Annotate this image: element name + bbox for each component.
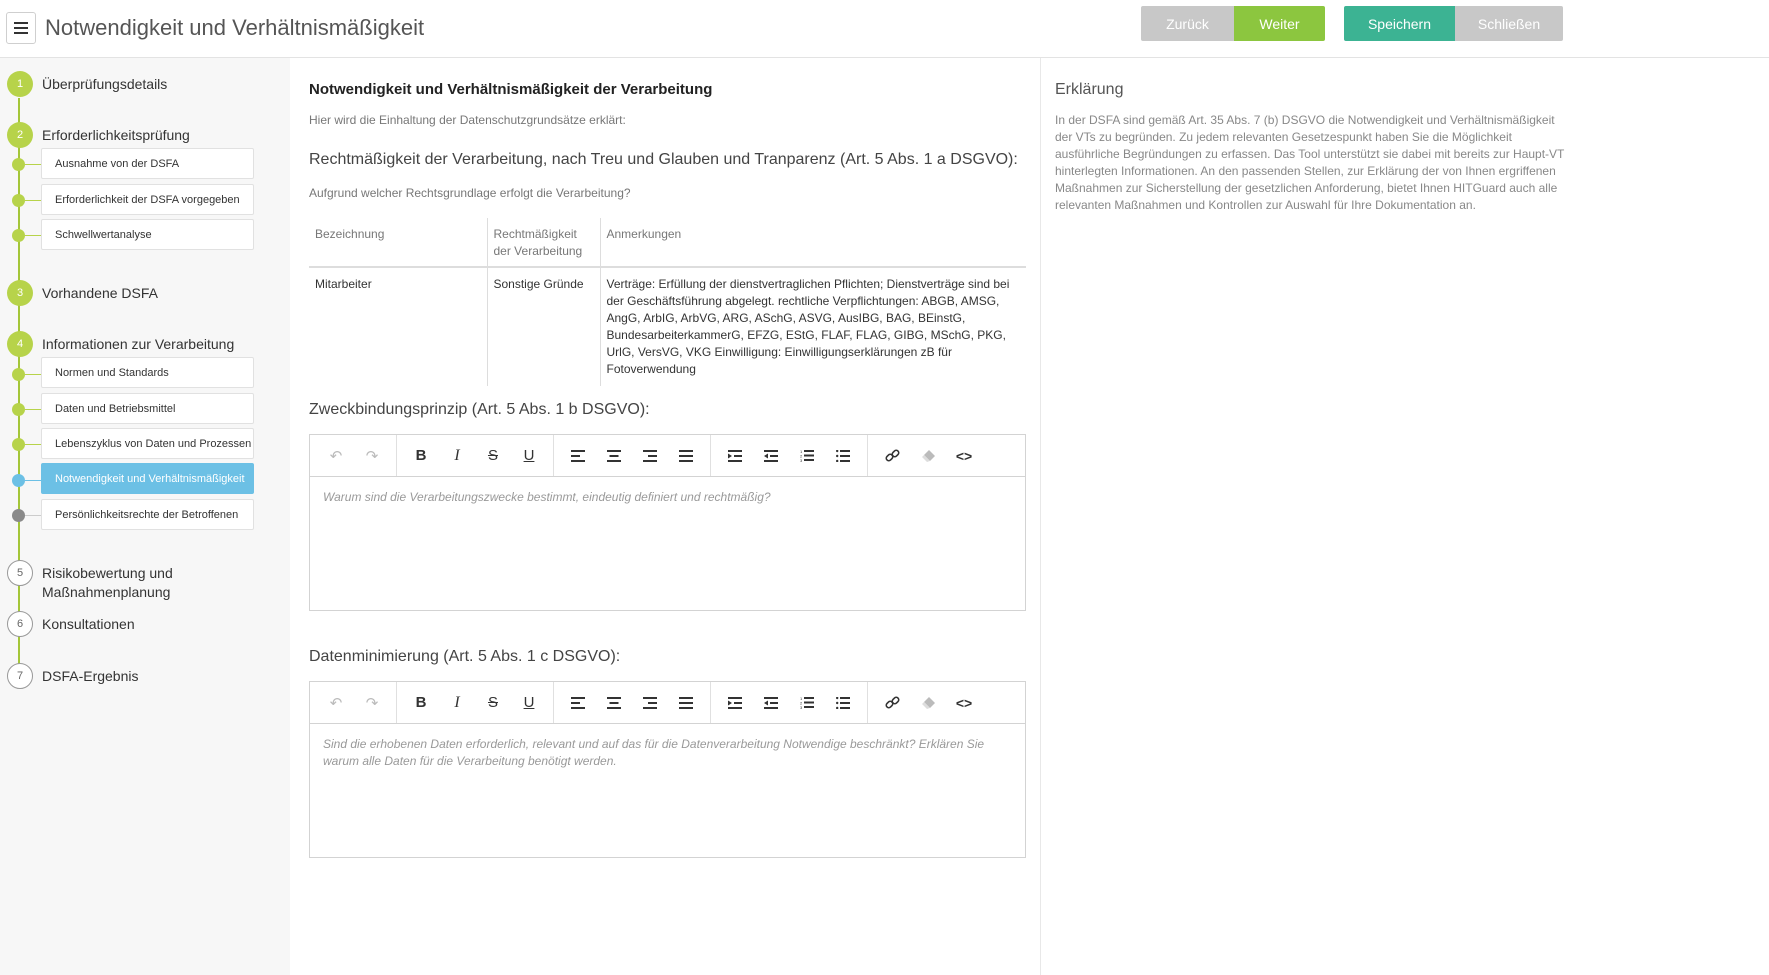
align-right-icon[interactable] <box>632 689 668 717</box>
substep-erforderlichkeit[interactable]: Erforderlichkeit der DSFA vorgegeben <box>41 184 254 215</box>
justify-icon[interactable] <box>668 689 704 717</box>
ordered-list-icon[interactable] <box>789 442 825 470</box>
step-sidebar <box>0 58 290 975</box>
link-icon[interactable] <box>874 442 910 470</box>
step-5-label[interactable]: Risikobewertung und Maßnahmenplanung <box>42 565 173 600</box>
cell-rechtmaessigkeit: Sonstige Gründe <box>487 267 600 386</box>
substep-schwellwertanalyse[interactable]: Schwellwertanalyse <box>41 219 254 250</box>
svg-text:2: 2 <box>800 453 803 459</box>
step-4-circle[interactable]: 4 <box>7 331 33 357</box>
align-center-icon[interactable] <box>596 442 632 470</box>
substep-dot-active <box>12 474 25 487</box>
step-1-circle[interactable]: 1 <box>7 71 33 97</box>
eraser-icon[interactable] <box>910 689 946 717</box>
explanation-text: In der DSFA sind gemäß Art. 35 Abs. 7 (b) DSGVO die Notwendigkeit und Verhältnismäßigkeit der VTs zu begründen. Zu jedem relevanten Gesetzespunkt haben Sie die Möglichkeit ausführliche Begründungen zu erfassen. Das Tool unterstützt sie dabei mit bereits zur Haupt-VT hinterlegten Informationen. An den passenden Stellen, zur Erklärung der von Ihnen ergriffenen Maßnahmen zur Sicherstellung der gesetzlichen Anforderung, bietet Ihnen HITGuard auch alle relevanten Maßnahmen und Kontrollen zur Auswahl für Ihre Dokumentation an. <box>1055 113 1565 212</box>
step-6-circle[interactable]: 6 <box>7 611 33 637</box>
svg-text:2: 2 <box>800 700 803 706</box>
substep-connector <box>25 444 41 445</box>
datenminimierung-textarea[interactable]: Sind die erhobenen Daten erforderlich, relevant und auf das für die Datenverarbeitung Notwendige beschränkt? Erklären Sie warum alle Daten für die Verarbeitung benötigt werden. <box>323 737 985 768</box>
substep-persoenlichkeitsrechte[interactable]: Persönlichkeitsrechte der Betroffenen <box>41 499 254 530</box>
section2-heading: Zweckbindungsprinzip (Art. 5 Abs. 1 b DSGVO): <box>309 401 650 418</box>
italic-button[interactable]: I <box>454 446 460 464</box>
substep-connector <box>25 409 41 410</box>
justify-icon[interactable] <box>668 442 704 470</box>
substep-notwendigkeit[interactable]: Notwendigkeit und Verhältnismäßigkeit <box>41 463 254 494</box>
back-button[interactable]: Zurück <box>1141 6 1234 41</box>
indent-icon[interactable] <box>717 442 753 470</box>
close-button[interactable]: Schließen <box>1455 6 1563 41</box>
align-center-icon[interactable] <box>596 689 632 717</box>
top-header <box>0 0 1769 58</box>
substep-daten[interactable]: Daten und Betriebsmittel <box>41 393 254 424</box>
section1-heading: Rechtmäßigkeit der Verarbeitung, nach Treu und Glauben und Tranparenz (Art. 5 Abs. 1 a DSGVO): <box>309 151 1018 168</box>
underline-button[interactable]: U <box>523 694 535 711</box>
substep-dot <box>12 158 25 171</box>
main-content <box>291 58 1040 975</box>
zweckbindung-editor <box>309 434 1026 611</box>
save-button[interactable]: Speichern <box>1344 6 1455 41</box>
svg-text:1: 1 <box>800 696 803 701</box>
column-header-rechtmaessigkeit: Rechtmäßigkeit der Verarbeitung <box>487 218 600 267</box>
step-6-label[interactable]: Konsultationen <box>42 616 135 632</box>
underline-button[interactable]: U <box>523 447 535 464</box>
step-2-circle[interactable]: 2 <box>7 122 33 148</box>
substep-lebenszyklus[interactable]: Lebenszyklus von Daten und Prozessen <box>41 428 254 459</box>
align-right-icon[interactable] <box>632 442 668 470</box>
substep-connector <box>25 235 41 236</box>
step-4-label[interactable]: Informationen zur Verarbeitung <box>42 336 235 352</box>
align-left-icon[interactable] <box>560 442 596 470</box>
redo-icon[interactable]: ↷ <box>365 447 379 465</box>
substep-dot <box>12 194 25 207</box>
next-button[interactable]: Weiter <box>1234 6 1325 41</box>
code-icon[interactable]: <> <box>955 694 973 711</box>
legal-basis-table <box>309 218 1026 386</box>
substep-dot <box>12 368 25 381</box>
step-7-label[interactable]: DSFA-Ergebnis <box>42 668 139 684</box>
ordered-list-icon[interactable] <box>789 689 825 717</box>
substep-dot <box>12 229 25 242</box>
section-title: Notwendigkeit und Verhältnismäßigkeit der Verarbeitung <box>309 81 713 98</box>
section3-heading: Datenminimierung (Art. 5 Abs. 1 c DSGVO): <box>309 648 621 665</box>
substep-dot <box>12 403 25 416</box>
svg-text:1: 1 <box>800 449 803 454</box>
step-3-circle[interactable]: 3 <box>7 280 33 306</box>
table-row[interactable] <box>309 267 1026 386</box>
datenminimierung-editor <box>309 681 1026 858</box>
svg-text:3: 3 <box>800 458 803 462</box>
bold-button[interactable]: B <box>415 694 427 711</box>
indent-icon[interactable] <box>717 689 753 717</box>
step-3-label[interactable]: Vorhandene DSFA <box>42 285 158 301</box>
editor-toolbar <box>310 435 1025 477</box>
step-5-circle[interactable]: 5 <box>7 560 33 586</box>
eraser-icon[interactable] <box>910 442 946 470</box>
substep-dot <box>12 438 25 451</box>
zweckbindung-textarea[interactable]: Warum sind die Verarbeitungszwecke bestimmt, eindeutig definiert und rechtmäßig? <box>323 490 771 504</box>
substep-ausnahme[interactable]: Ausnahme von der DSFA <box>41 148 254 179</box>
bullet-list-icon[interactable] <box>825 442 861 470</box>
bullet-list-icon[interactable] <box>825 689 861 717</box>
svg-text:3: 3 <box>800 705 803 709</box>
cell-bezeichnung: Mitarbeiter <box>309 267 487 386</box>
explanation-panel <box>1040 58 1769 975</box>
column-header-bezeichnung: Bezeichnung <box>309 218 487 267</box>
step-7-circle[interactable]: 7 <box>7 663 33 689</box>
cell-anmerkungen: Verträge: Erfüllung der dienstvertraglichen Pflichten; Dienstverträge sind bei der Geschäftsführung abgelegt. rechtliche Verpflichtungen: ABGB, AMSG, AngG, ArbIG, ArbVG, ARG, ASchG, ASVG, AusIBG, BAG, BEinstG, BundesarbeiterkammerG, EFZG, EStG, FLAF, FLAG, GIBG, MSchG, PKG, UrlG, VersVG, VKG Einwilligung: Einwilligungserklärungen zB für Fotoverwendung <box>606 277 1010 376</box>
page-title: Notwendigkeit und Verhältnismäßigkeit <box>45 15 425 40</box>
hamburger-menu-icon[interactable] <box>6 12 36 44</box>
align-left-icon[interactable] <box>560 689 596 717</box>
substep-connector <box>25 480 41 481</box>
editor-toolbar <box>310 682 1025 724</box>
link-icon[interactable] <box>874 689 910 717</box>
strikethrough-button[interactable]: S <box>487 447 498 464</box>
step-2-label[interactable]: Erforderlichkeitsprüfung <box>42 127 190 143</box>
substep-normen[interactable]: Normen und Standards <box>41 357 254 388</box>
section1-question: Aufgrund welcher Rechtsgrundlage erfolgt die Verarbeitung? <box>309 186 631 200</box>
substep-connector <box>25 200 41 201</box>
undo-icon[interactable]: ↶ <box>329 447 343 465</box>
italic-button[interactable]: I <box>454 693 460 711</box>
substep-connector <box>25 515 41 516</box>
code-icon[interactable]: <> <box>955 447 973 464</box>
intro-text: Hier wird die Einhaltung der Datenschutzgrundsätze erklärt: <box>309 113 626 127</box>
strikethrough-button[interactable]: S <box>487 694 498 711</box>
column-header-anmerkungen: Anmerkungen <box>600 218 1026 267</box>
step-1-label[interactable]: Überprüfungsdetails <box>42 76 168 92</box>
undo-icon[interactable]: ↶ <box>329 694 343 712</box>
redo-icon[interactable]: ↷ <box>365 694 379 712</box>
bold-button[interactable]: B <box>415 447 427 464</box>
substep-connector <box>25 164 41 165</box>
substep-connector <box>25 374 41 375</box>
outdent-icon[interactable] <box>753 442 789 470</box>
substep-dot-pending <box>12 509 25 522</box>
explanation-title: Erklärung <box>1055 81 1124 98</box>
outdent-icon[interactable] <box>753 689 789 717</box>
